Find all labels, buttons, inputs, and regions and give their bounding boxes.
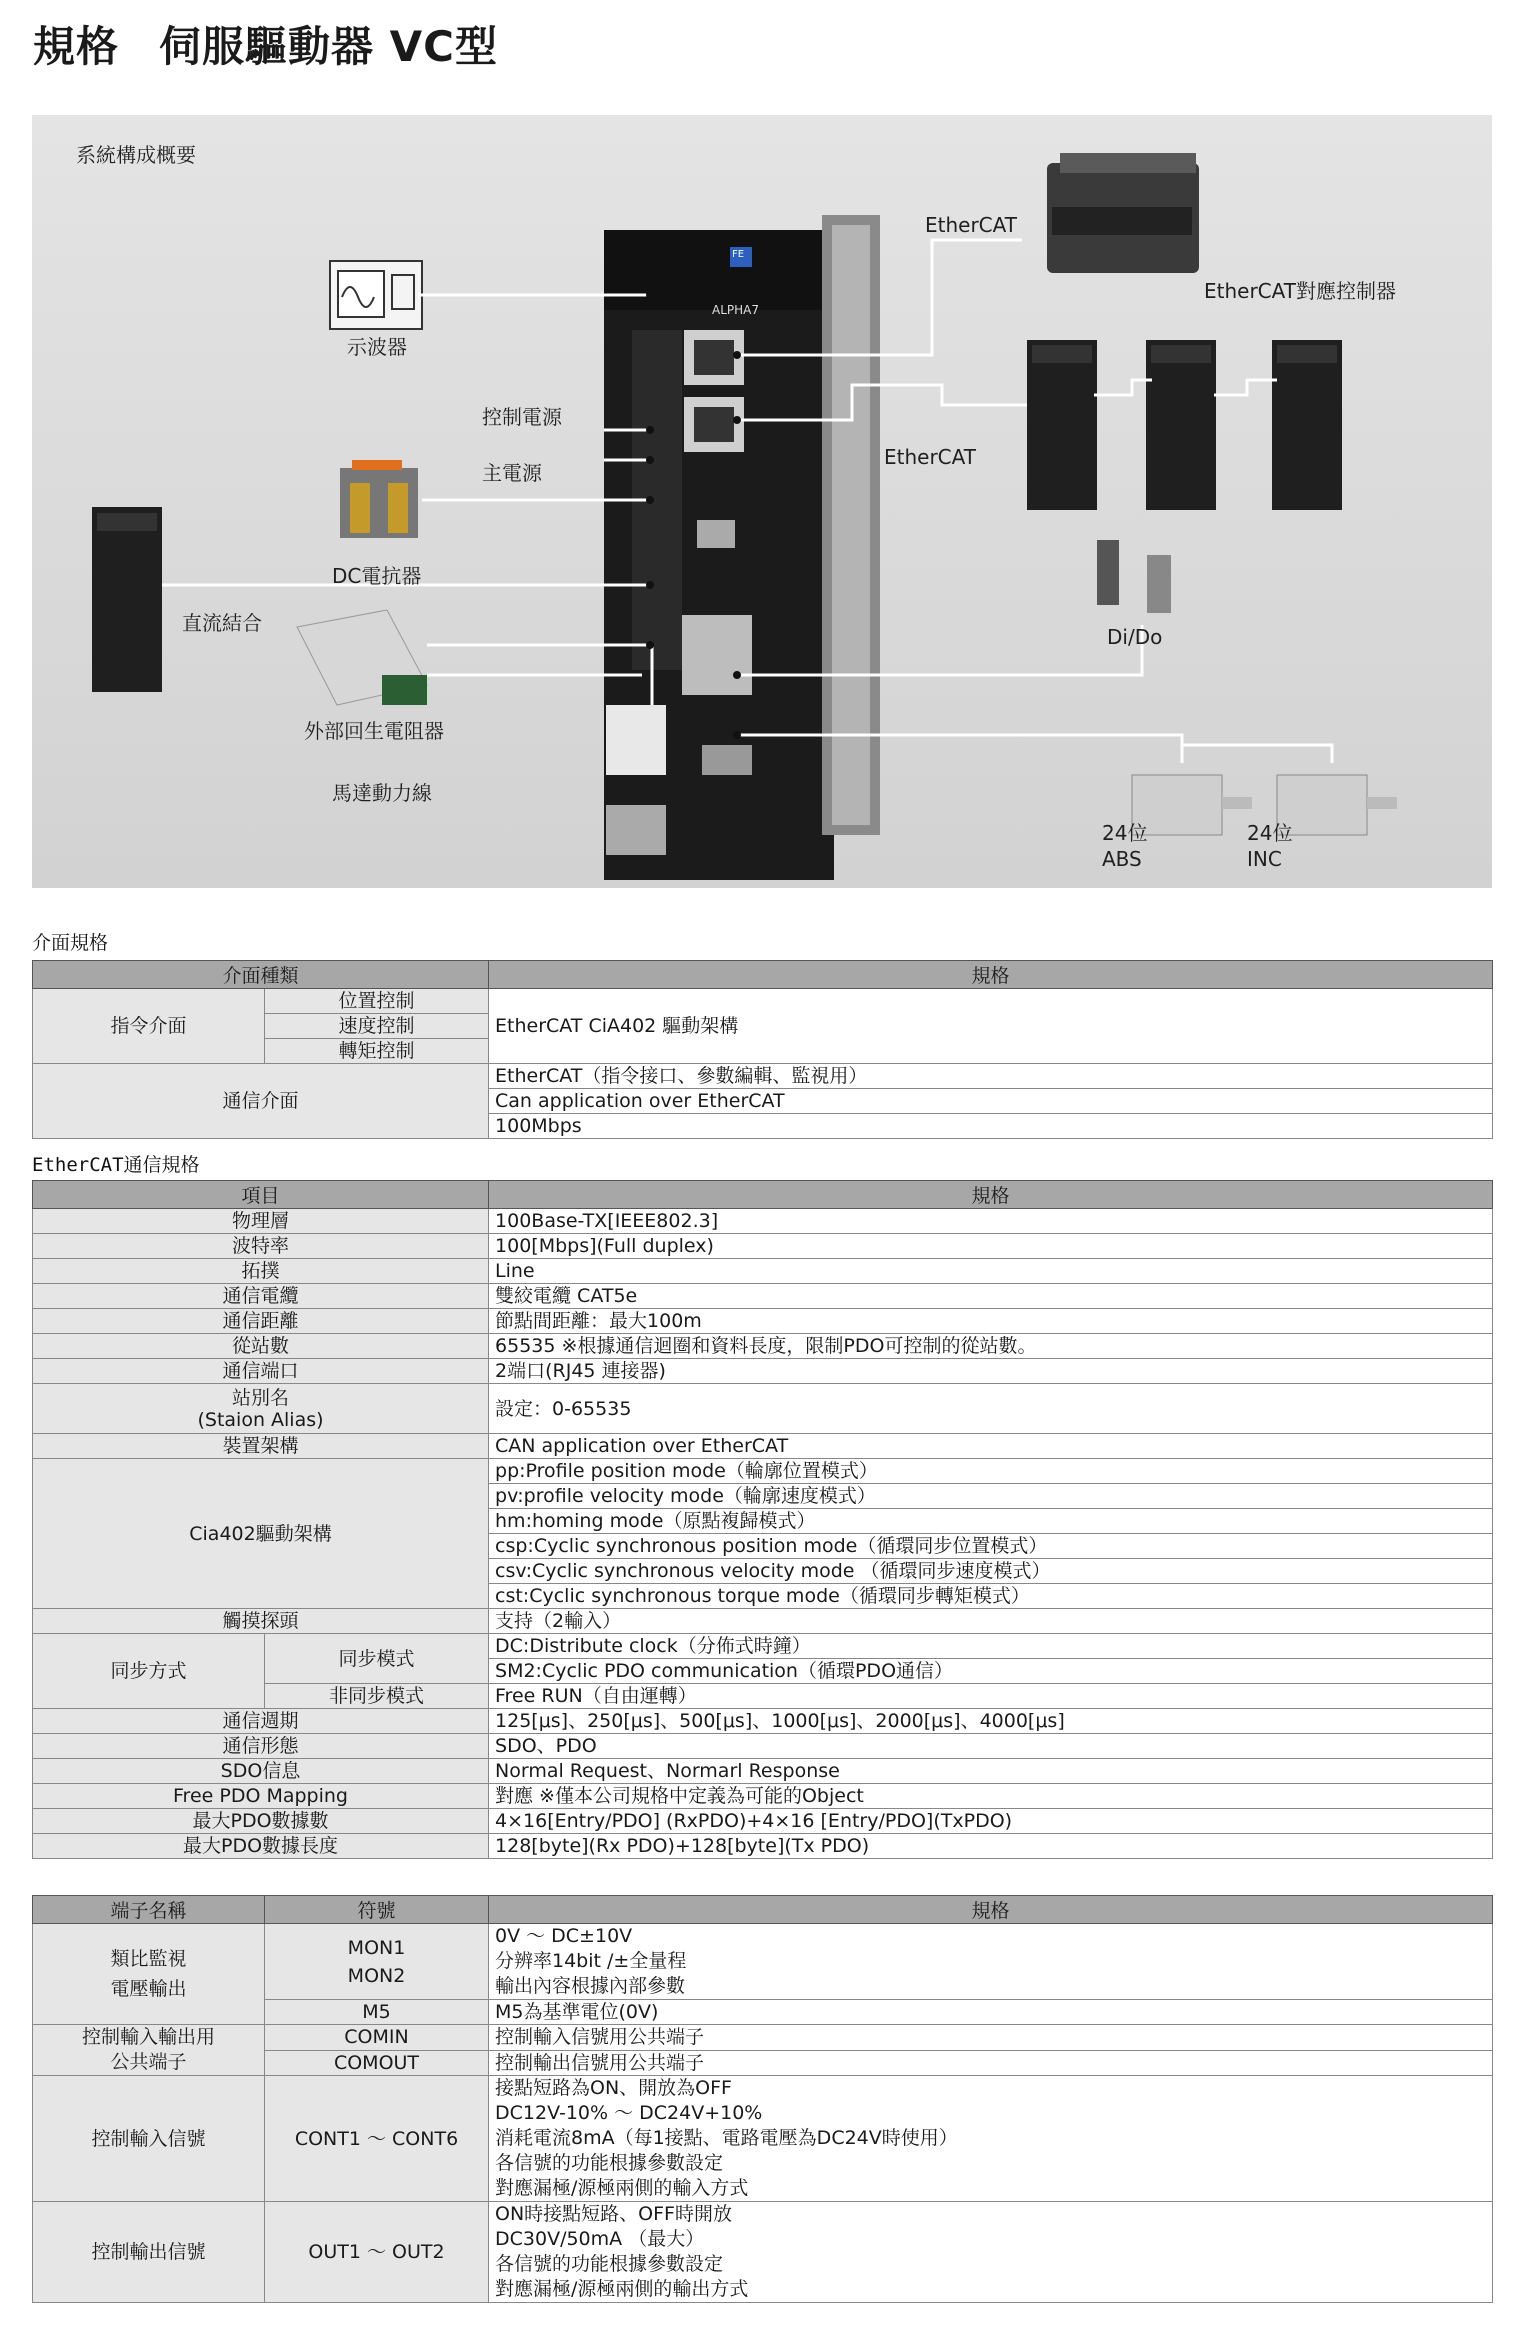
interface-table	[32, 960, 1493, 1139]
ec-tail-value: 對應 ※僅本公司規格中定義為可能的Object	[489, 1784, 1493, 1809]
ec-row-label: 從站數	[33, 1334, 489, 1359]
ethercat-header-item: 項目	[33, 1181, 489, 1209]
cia-mode: csp:Cyclic synchronous position mode（循環同步位置模式）	[489, 1534, 1493, 1559]
main-power-label: 主電源	[482, 461, 542, 485]
dc-reactor-label: DC電抗器	[332, 564, 422, 588]
comm-interface-label: 通信介面	[33, 1064, 489, 1139]
interface-header-spec: 規格	[489, 961, 1493, 989]
cia-mode: pv:profile velocity mode（輪廓速度模式）	[489, 1484, 1493, 1509]
slave-drive-1	[1027, 340, 1097, 510]
ethercat-mid-label: EtherCAT	[884, 445, 976, 469]
async-label: 非同步模式	[265, 1684, 489, 1709]
terminal-header-symbol: 符號	[265, 1896, 489, 1924]
oscilloscope-icon	[330, 261, 422, 329]
ethercat-table	[32, 1180, 1493, 1859]
comout-symbol: COMOUT	[265, 2050, 489, 2076]
system-heading: 系統構成概要	[76, 143, 196, 167]
sensor-image	[1097, 540, 1171, 613]
ec-row-label: 通信端口	[33, 1359, 489, 1384]
ec-row-value: Line	[489, 1259, 1493, 1284]
m5-spec: M5為基準電位(0V)	[489, 2000, 1493, 2025]
output-label: 控制輸出信號	[33, 2202, 265, 2303]
ec-tail-value: Normal Request、Normarl Response	[489, 1759, 1493, 1784]
input-spec: 接點短路為ON、開放為OFF DC12V-10% ～ DC24V+10% 消耗電流8mA（每1接點、電路電壓為DC24V時使用） 各信號的功能根據參數設定 對應漏極/源極兩側的輸入方式	[489, 2076, 1493, 2202]
cmd-mode-position: 位置控制	[265, 989, 489, 1014]
ec-tail-label: 通信形態	[33, 1734, 489, 1759]
ethercat-section-label: EtherCAT通信規格	[32, 1154, 200, 1176]
ec-row-value: 65535 ※根據通信迴圈和資料長度，限制PDO可控制的從站數。	[489, 1334, 1493, 1359]
page-title	[33, 14, 498, 74]
resistor-image	[297, 610, 427, 705]
m5-symbol: M5	[265, 2000, 489, 2025]
title-part1: 規格	[33, 22, 120, 71]
inc-motor-image	[1277, 775, 1397, 835]
cia-mode: csv:Cyclic synchronous velocity mode （循環同步速度模式）	[489, 1559, 1493, 1584]
dc-reactor-image	[340, 460, 418, 538]
interface-header-type: 介面種類	[33, 961, 489, 989]
connection-lines	[32, 115, 1492, 888]
cmd-mode-speed: 速度控制	[265, 1014, 489, 1039]
comm-spec-3: 100Mbps	[489, 1114, 1493, 1139]
ec-tail-label: 最大PDO數據長度	[33, 1834, 489, 1859]
terminal-header-name: 端子名稱	[33, 1896, 265, 1924]
ec-tail-value: 128[byte](Rx PDO)+128[byte](Tx PDO)	[489, 1834, 1493, 1859]
input-symbol: CONT1 ～ CONT6	[265, 2076, 489, 2202]
ec-tail-value: 4×16[Entry/PDO] (RxPDO)+4×16 [Entry/PDO](TxPDO)	[489, 1809, 1493, 1834]
ec-row-value: 100[Mbps](Full duplex)	[489, 1234, 1493, 1259]
inc-motor-label: 24位 INC	[1247, 821, 1293, 871]
terminal-table	[32, 1895, 1493, 2303]
brand-label: ALPHA7	[712, 303, 759, 317]
cia-mode: hm:homing mode（原點複歸模式）	[489, 1509, 1493, 1534]
probe-label: 觸摸探頭	[33, 1609, 489, 1634]
ec-row-label: 通信電纜	[33, 1284, 489, 1309]
motor-cable-label: 馬達動力線	[332, 781, 432, 805]
sync-label: 同步方式	[33, 1634, 265, 1709]
probe-value: 支持（2輸入）	[489, 1609, 1493, 1634]
control-power-label: 控制電源	[482, 405, 562, 429]
alias-label: 站別名 (Staion Alias)	[33, 1384, 489, 1434]
alias-value: 設定：0-65535	[489, 1384, 1493, 1434]
brand-logo: FE	[732, 249, 745, 260]
ec-row-value: 節點間距離：最大100m	[489, 1309, 1493, 1334]
dido-label: Di/Do	[1107, 625, 1163, 649]
dc-link-drive	[92, 507, 162, 692]
comm-spec-2: Can application over EtherCAT	[489, 1089, 1493, 1114]
slave-drive-3	[1272, 340, 1342, 510]
ec-row-value: 雙絞電纜 CAT5e	[489, 1284, 1493, 1309]
arch-label: 裝置架構	[33, 1434, 489, 1459]
ethercat-top-label: EtherCAT	[925, 213, 1017, 237]
ec-row-value: 2端口(RJ45 連接器)	[489, 1359, 1493, 1384]
ethercat-header-spec: 規格	[489, 1181, 1493, 1209]
ec-row-label: 波特率	[33, 1234, 489, 1259]
ec-tail-label: 最大PDO數據數	[33, 1809, 489, 1834]
ec-row-value: 100Base-TX[IEEE802.3]	[489, 1209, 1493, 1234]
abs-motor-label: 24位 ABS	[1102, 821, 1148, 871]
ec-tail-label: 通信週期	[33, 1709, 489, 1734]
controller-label: EtherCAT對應控制器	[1204, 279, 1396, 303]
analog-symbols: MON1 MON2	[265, 1924, 489, 2000]
common-label: 控制輸入輸出用 公共端子	[33, 2025, 265, 2076]
cmd-mode-torque: 轉矩控制	[265, 1039, 489, 1064]
ec-row-label: 通信距離	[33, 1309, 489, 1334]
ec-row-label: 拓撲	[33, 1259, 489, 1284]
ec-row-label: 物理層	[33, 1209, 489, 1234]
arch-value: CAN application over EtherCAT	[489, 1434, 1493, 1459]
system-diagram	[32, 115, 1492, 888]
cmd-interface-label: 指令介面	[33, 989, 265, 1064]
comm-spec-1: EtherCAT（指令接口、參數編輯、監視用）	[489, 1064, 1493, 1089]
cmd-interface-spec: EtherCAT CiA402 驅動架構	[489, 989, 1493, 1064]
ext-resistor-label: 外部回生電阻器	[304, 719, 444, 743]
dc-link-label: 直流結合	[182, 611, 262, 635]
controller-image	[1047, 153, 1199, 273]
input-label: 控制輸入信號	[33, 2076, 265, 2202]
sync-mode-label: 同步模式	[265, 1634, 489, 1684]
async-value: Free RUN（自由運轉）	[489, 1684, 1493, 1709]
output-spec: ON時接點短路、OFF時開放 DC30V/50mA （最大） 各信號的功能根據參數設定 對應漏極/源極兩側的輸出方式	[489, 2202, 1493, 2303]
oscilloscope-label: 示波器	[347, 335, 407, 359]
interface-section-label: 介面規格	[32, 932, 109, 954]
abs-motor-image	[1132, 775, 1252, 835]
comin-spec: 控制輸入信號用公共端子	[489, 2025, 1493, 2051]
terminal-header-spec: 規格	[489, 1896, 1493, 1924]
ec-tail-value: 125[μs]、250[μs]、500[μs]、1000[μs]、2000[μs]、4000[μs]	[489, 1709, 1493, 1734]
cia-mode: pp:Profile position mode（輪廓位置模式）	[489, 1459, 1493, 1484]
output-symbol: OUT1 ～ OUT2	[265, 2202, 489, 2303]
sync-mode-value: DC:Distribute clock（分佈式時鐘）	[489, 1634, 1493, 1659]
comout-spec: 控制輸出信號用公共端子	[489, 2050, 1493, 2076]
title-part2: 伺服驅動器 VC型	[159, 22, 498, 71]
sync-mode-value: SM2:Cyclic PDO communication（循環PDO通信）	[489, 1659, 1493, 1684]
ec-tail-label: Free PDO Mapping	[33, 1784, 489, 1809]
cia-mode: cst:Cyclic synchronous torque mode（循環同步轉矩模式）	[489, 1584, 1493, 1609]
analog-label: 類比監視 電壓輸出	[33, 1924, 265, 2025]
ec-tail-value: SDO、PDO	[489, 1734, 1493, 1759]
slave-drive-2	[1146, 340, 1216, 510]
analog-spec: 0V ～ DC±10V 分辨率14bit /±全量程 輸出內容根據內部參數	[489, 1924, 1493, 2000]
ec-tail-label: SDO信息	[33, 1759, 489, 1784]
comin-symbol: COMIN	[265, 2025, 489, 2051]
cia402-label: Cia402驅動架構	[33, 1459, 489, 1609]
